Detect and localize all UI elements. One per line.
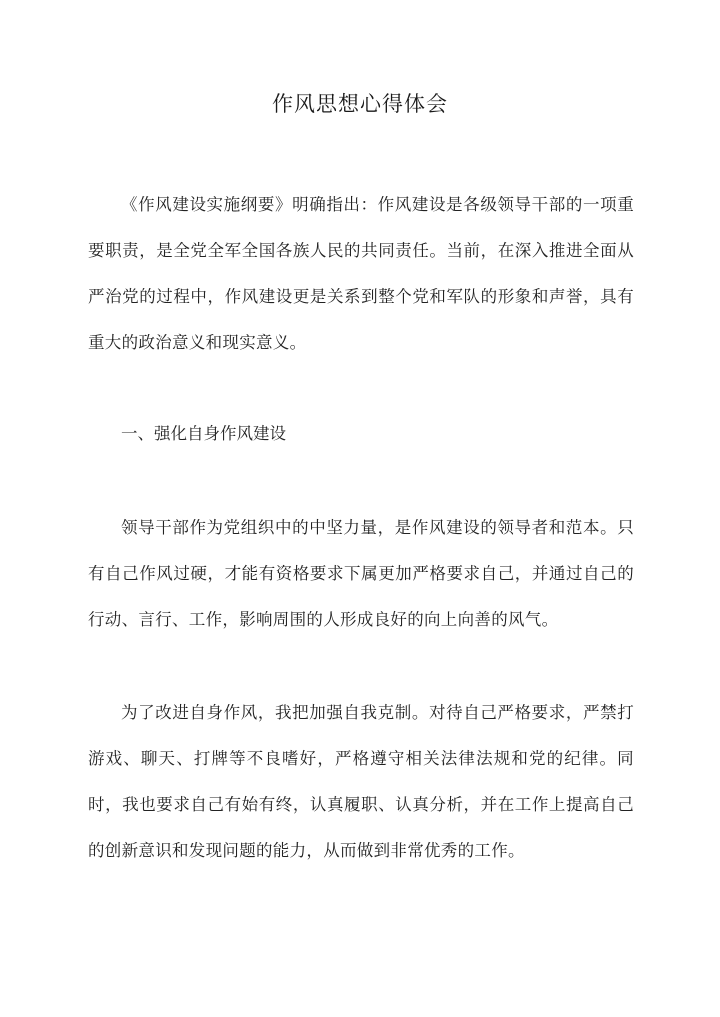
- section-heading: 一、强化自身作风建设: [121, 424, 286, 443]
- body-paragraph-1: 领导干部作为党组织中的中坚力量，是作风建设的领导者和范本。只有自己作风过硬，才能有资格要求下属更加严格要求自己，并通过自己的行动、言行、工作，影响周围的人形成良好的向上向善的风气。: [88, 518, 634, 629]
- body-paragraph-2: 为了改进自身作风，我把加强自我克制。对待自己严格要求，严禁打游戏、聊天、打牌等不良嗜好，严格遵守相关法律法规和党的纪律。同时，我也要求自己有始有终，认真履职、认真分析，并在工作上提高自己的创新意识和发现问题的能力，从而做到非常优秀的工作。: [88, 703, 634, 860]
- document-title: 作风思想心得体会: [272, 92, 448, 116]
- intro-paragraph: 《作风建设实施纲要》明确指出：作风建设是各级领导干部的一项重要职责，是全党全军全国各族人民的共同责任。当前，在深入推进全面从严治党的过程中，作风建设更是关系到整个党和军队的形象和声誉，具有重大的政治意义和现实意义。: [88, 195, 634, 352]
